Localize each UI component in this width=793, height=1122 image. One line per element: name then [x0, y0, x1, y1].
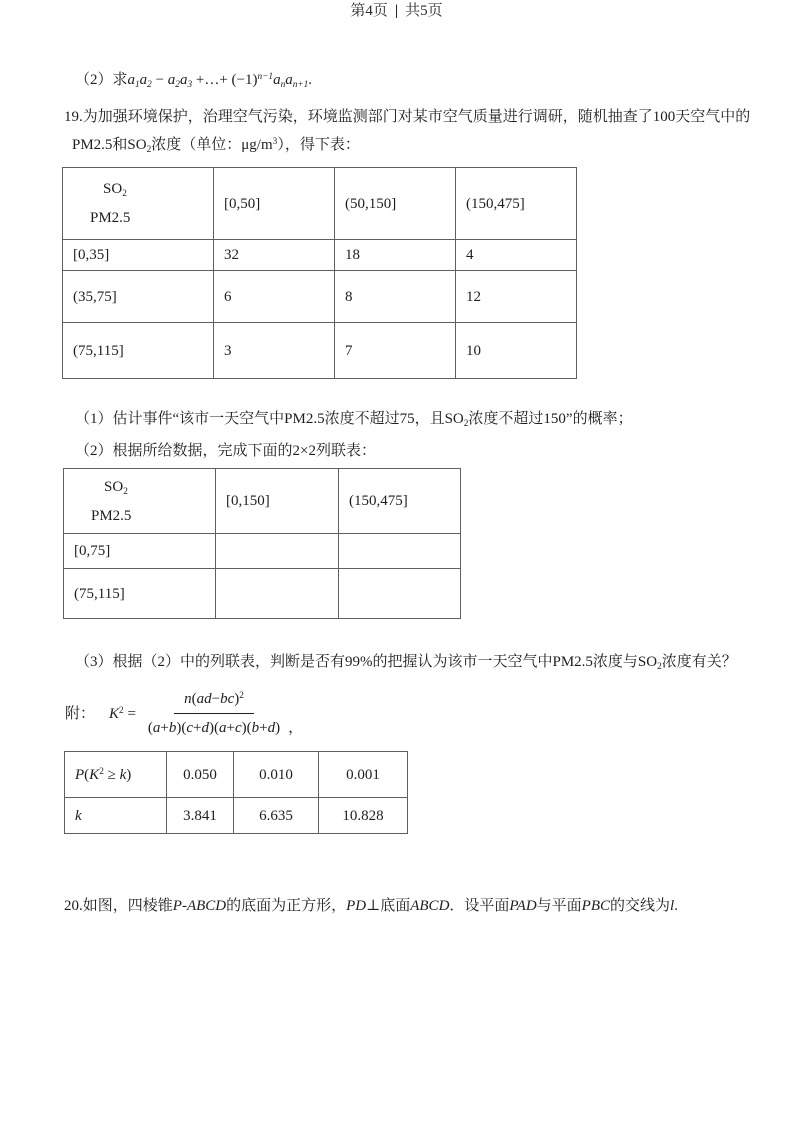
table3-cell: 0.050 [167, 752, 234, 798]
table2-row2-label: (75,115] [64, 569, 216, 619]
page-total: 共5页 [405, 3, 443, 19]
appendix-label: 附： [65, 705, 96, 722]
table1-cell: 18 [335, 240, 456, 271]
formula-lhs: $K^2$ = [109, 705, 136, 722]
table-row [63, 271, 577, 323]
table3-row1-label: $P(K^2 \ge k)$ [65, 752, 167, 798]
corner-so2-label: $SO_2$ [103, 181, 127, 199]
page-number: 第4页 [350, 3, 388, 19]
table1-row2-label: (35,75] [63, 271, 214, 323]
table3-cell: 6.635 [234, 798, 319, 834]
table1-corner-cell [63, 168, 214, 240]
table-row [63, 240, 577, 271]
corner-so2-label: $SO_2$ [104, 478, 128, 497]
table-row [65, 752, 408, 798]
table3-row2-label: k [65, 798, 167, 834]
table2-row1-label: [0,75] [64, 534, 216, 569]
contingency-table [63, 468, 461, 619]
table-row [64, 569, 461, 619]
question-19-part3: （3）根据（2）中的列联表，判断是否有99%的把握认为该市一天空气中PM2.5浓度与$SO_2$浓度有关？ [75, 654, 737, 672]
frequency-table [62, 167, 577, 379]
formula-fraction [144, 688, 284, 739]
fraction-denominator: (a+b)(c+d)(a+c)(b+d) [147, 720, 281, 736]
table1-cell: 3 [214, 323, 335, 379]
table1-row3-label: (75,115] [63, 323, 214, 379]
table2-empty-cell [339, 534, 461, 569]
table1-cell: 8 [335, 271, 456, 323]
table-row [65, 798, 408, 834]
question-18-part2-formula: （2）求$a_1a_2 - a_2a_3$ +…+ $(-1)^{n-1}a_na_{n+1}$. [75, 71, 313, 90]
corner-pm25-label: PM2.5 [91, 507, 132, 524]
footer-separator: | [394, 3, 399, 19]
corner-pm25-label: PM2.5 [90, 210, 131, 226]
table2-empty-cell [339, 569, 461, 619]
table1-cell: 32 [214, 240, 335, 271]
question-19-part1: （1）估计事件“该市一天空气中PM2.5浓度不超过75，且$SO_2$浓度不超过150”的概率； [75, 411, 633, 429]
table1-header-col2: (50,150] [335, 168, 456, 240]
table1-cell: 10 [456, 323, 577, 379]
table1-cell: 4 [456, 240, 577, 271]
page-footer [0, 0, 793, 22]
table-row [63, 323, 577, 379]
table3-cell: 3.841 [167, 798, 234, 834]
critical-value-table [64, 751, 408, 834]
table3-cell: 0.010 [234, 752, 319, 798]
fraction-numerator: $n(ad-bc)^2$ [174, 688, 254, 714]
table2-header-col1: [0,150] [216, 469, 339, 534]
question-19-intro-line1: 19.为加强环境保护，治理空气污染，环境监测部门对某市空气质量进行调研，随机抽查了100天空气中的 [64, 109, 751, 125]
table1-cell: 12 [456, 271, 577, 323]
table2-empty-cell [216, 569, 339, 619]
question-20-text: 20.如图，四棱锥P-ABCD的底面为正方形，PD⊥底面ABCD．设平面PAD与平面PBC的交线为l. [64, 898, 678, 914]
table1-cell: 7 [335, 323, 456, 379]
table1-cell: 6 [214, 271, 335, 323]
k-squared-formula [65, 688, 303, 739]
table2-empty-cell [216, 534, 339, 569]
table1-row1-label: [0,35] [63, 240, 214, 271]
table3-cell: 10.828 [319, 798, 408, 834]
formula-suffix: ， [288, 720, 304, 736]
table1-header-col3: (150,475] [456, 168, 577, 240]
table2-corner-cell [64, 469, 216, 534]
question-19-intro-line2: PM2.5和$SO_2$浓度（单位：$\mu g/m^3$），得下表： [72, 136, 360, 155]
question-19-part2: （2）根据所给数据，完成下面的2×2列联表： [75, 443, 376, 459]
table2-header-col2: (150,475] [339, 469, 461, 534]
table3-cell: 0.001 [319, 752, 408, 798]
table1-header-col1: [0,50] [214, 168, 335, 240]
table-row [64, 534, 461, 569]
